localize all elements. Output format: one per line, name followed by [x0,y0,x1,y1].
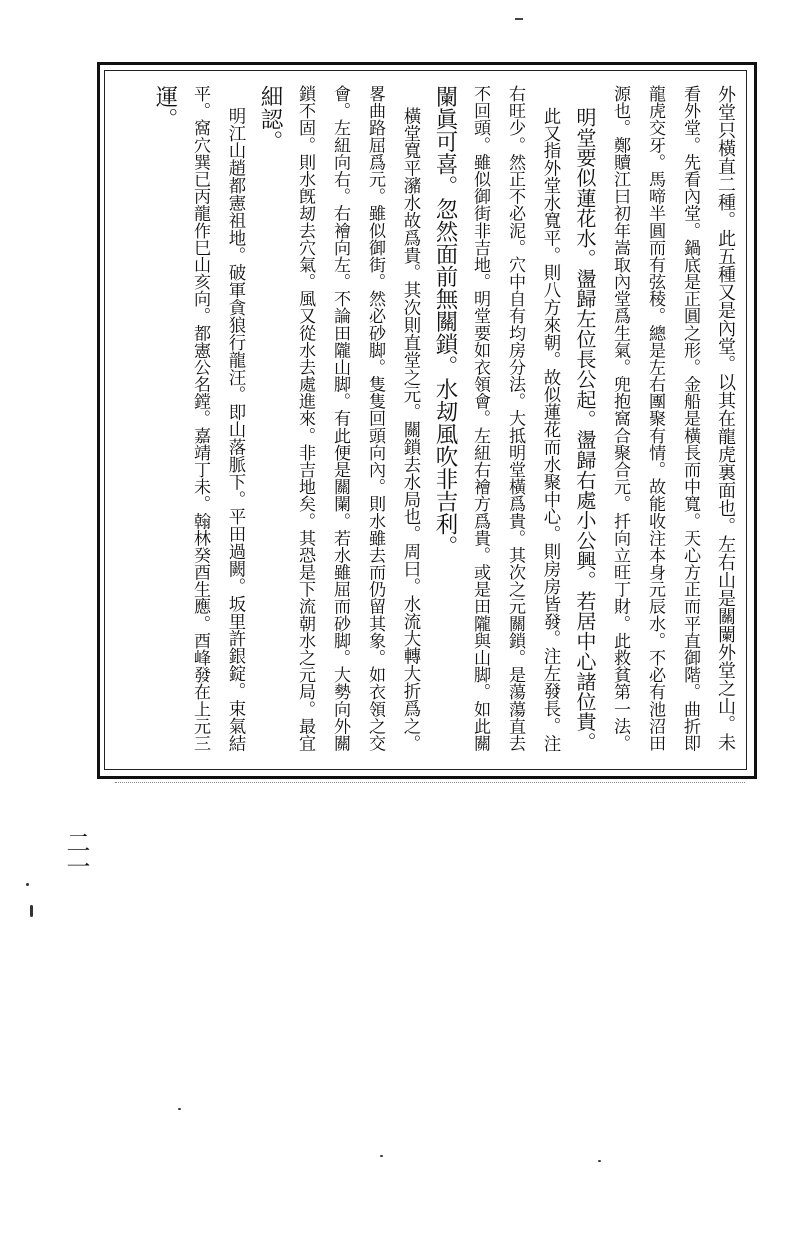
text-column-6: 此又指外堂水寬平。則八方來朝。故似蓮花而水聚中心。則房房皆發。注左發長。注 [540,107,560,752]
text-column-5: 明堂要似蓮花水。盪歸左位長公起。盪歸右處小公興。若居中心諸位貴。 [573,107,597,752]
text-column-10: 橫堂寬平瀦水故爲貴。其次則直堂之元。關鎖去水局也。周曰。水流大轉大折爲之。 [400,107,420,752]
scan-speck [515,18,523,20]
text-column-17: 運。 [152,85,178,130]
page-number: 二一 [62,830,90,878]
text-column-11: 畧曲路屈爲元。雖似御街。然必砂脚。隻隻回頭向內。則水雖去而仍留其象。如衣領之交 [365,85,385,752]
text-column-4: 源也。鄭贖江曰初年嵩取內堂爲生氣。兜抱窩合聚合元。扦向立旺丁財。此救貧第一法。 [610,85,630,752]
text-column-2: 看外堂。先看內堂。鍋底是正圓之形。金船是橫長而中寬。天心方正而平直御階。曲折即 [680,85,700,752]
text-column-9: 闌眞可喜。忽然面前無關鎖。水刼風吹非吉利。 [432,85,458,558]
text-column-14: 細認。 [257,85,283,153]
text-column-15: 明江山趙都憲祖地。破軍貪狼行龍汪。即山落脈下。平田過闕。坂里許銀錠。束氣結 [225,107,245,752]
scan-speck [598,1160,601,1162]
text-column-16: 平。窩穴巽已丙龍作巳山亥向。都憲公名鏜。嘉靖丁未。翰林癸酉生應。酉峰發在上元三 [190,85,210,752]
text-column-7: 右旺少。然正不必泥。穴中自有均房分法。大抵明堂橫爲貴。其次之元關鎖。是蕩蕩直去 [505,85,525,752]
text-column-12: 會。左紐向右。右襘向左。不論田隴山脚。有此便是關闌。若水雖屈而砂脚。大勢向外關 [330,85,350,752]
scan-speck [30,905,33,917]
scan-speck [380,1155,383,1157]
vertical-text-block [150,85,740,765]
text-column-13: 鎖不固。則水旣刼去穴氣。風又從水去處進來。非吉地矣。其恐是下流朝水之元局。最宜 [295,85,315,752]
text-column-1: 外堂只橫直二種。此五種又是內堂。以其在龍虎裏面也。左右山是關闌外堂之山。未 [715,85,736,752]
text-column-8: 不回頭。雖似御街非吉地。明堂要如衣領會。左紐右襘方爲貴。或是田隴與山脚。如此關 [470,85,490,752]
scan-speck [26,883,29,886]
scan-speck [178,1108,181,1110]
scan-artifact-line [115,782,745,783]
text-column-3: 龍虎交牙。馬啼半圓而有弦稜。總是左右團聚有情。故能收注本身元辰水。不必有池沼田 [645,85,665,752]
